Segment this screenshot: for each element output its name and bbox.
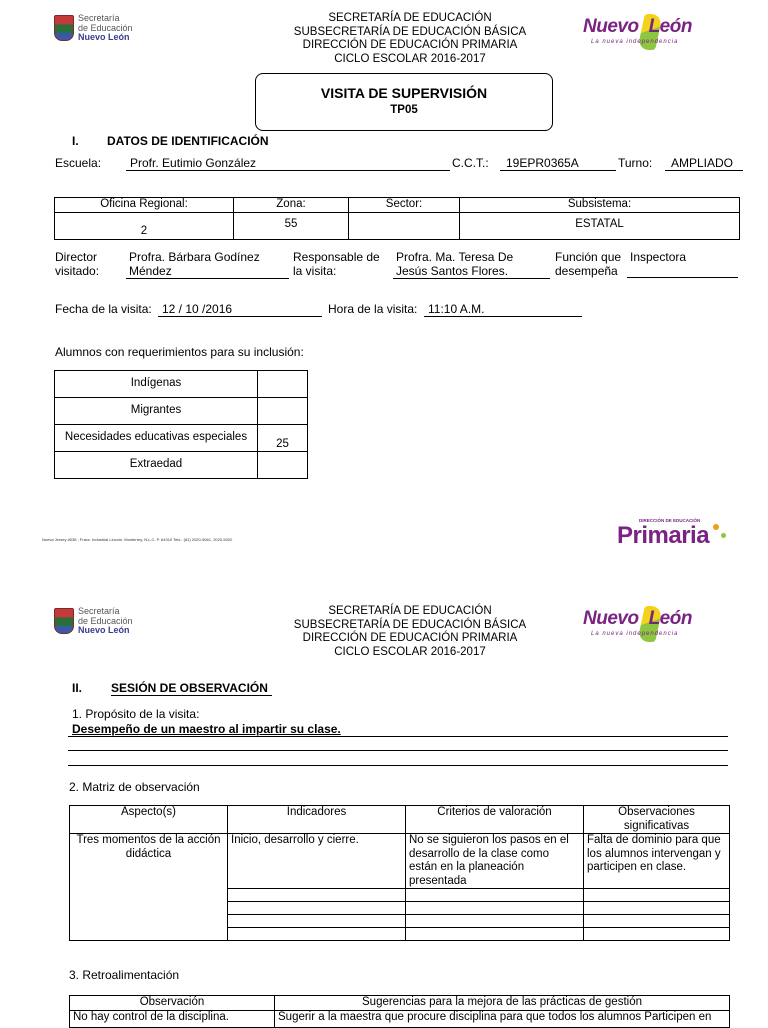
table-row [70, 996, 730, 1011]
sec-logo-line-1: Secretaría [78, 606, 120, 616]
nl-logo-word-2: León [648, 608, 692, 629]
alumnos-table [54, 370, 308, 479]
section-2-number: II. [72, 681, 83, 695]
matriz-header-observaciones: Observaciones significativas [584, 806, 730, 834]
secretaria-logo [54, 14, 133, 43]
alumnos-label-nee: Necesidades educativas especiales [55, 425, 258, 452]
secretaria-logo-2 [54, 607, 133, 636]
nl-logo-word-1: Nuevo [583, 608, 639, 629]
proposito-value[interactable]: Desempeño de un maestro al impartir su clase. [72, 722, 341, 736]
responsable-field[interactable] [393, 250, 550, 279]
matriz-observaciones-cell[interactable]: Falta de dominio para que los alumnos intervengan y participen en clase. [584, 834, 730, 889]
matriz-empty-cell[interactable] [406, 902, 584, 915]
director-label [55, 250, 99, 278]
section-1-title: DATOS DE IDENTIFICACIÓN [107, 134, 269, 148]
alumnos-value-extraedad[interactable] [258, 452, 308, 479]
sec-logo-line-3: Nuevo León [78, 32, 130, 42]
nl-logo-word-1: Nuevo [583, 16, 639, 37]
nuevo-leon-logo-2 [583, 606, 703, 652]
visit-title-box [255, 73, 553, 131]
header-text-2 [230, 605, 590, 659]
funcion-label-line-1: Función que [555, 250, 622, 264]
responsable-value-line-2: Jesús Santos Flores. [396, 264, 509, 278]
retro-observacion-cell[interactable]: No hay control de la disciplina. [70, 1010, 275, 1027]
visit-title: VISITA DE SUPERVISIÓN [320, 85, 488, 101]
table-row [55, 425, 308, 452]
region-header-oficina: Oficina Regional: [55, 198, 234, 213]
funcion-field[interactable]: Inspectora [627, 250, 738, 278]
cct-label: C.C.T.: [452, 156, 489, 170]
cct-field[interactable]: 19EPR0365A [500, 156, 616, 171]
nl-logo-word-2: León [648, 16, 692, 37]
header-line-1: SECRETARÍA DE EDUCACIÓN [328, 605, 492, 617]
region-header-zona: Zona: [234, 198, 349, 213]
hora-label: Hora de la visita: [328, 302, 418, 316]
table-row [70, 806, 730, 834]
fecha-label: Fecha de la visita: [55, 302, 152, 316]
alumnos-label: Alumnos con requerimientos para su inclusión: [55, 345, 304, 359]
retro-sugerencia-cell[interactable]: Sugerir a la maestra que procure disciplina para que todos los alumnos Participen en [275, 1010, 730, 1027]
header-line-3: DIRECCIÓN DE EDUCACIÓN PRIMARIA [302, 39, 518, 51]
state-seal-icon [54, 608, 74, 634]
responsable-label-line-2: la visita: [293, 264, 337, 278]
director-field[interactable] [126, 250, 289, 279]
state-seal-icon [54, 15, 74, 41]
matriz-table [69, 805, 730, 941]
alumnos-value-indigenas[interactable] [258, 371, 308, 398]
footer-address: Nueva Jersey #038 ; Fracc. Industrial Lincoln. Monterrey, N.L.C. P. 64310 Tels.: (81) 2020-5061, 2020-5002 [42, 537, 233, 542]
retro-header-observacion: Observación [70, 996, 275, 1011]
sec-logo-line-2: de Educación [78, 615, 133, 626]
alumnos-label-extraedad: Extraedad [55, 452, 258, 479]
header-line-4: CICLO ESCOLAR 2016-2017 [334, 52, 486, 65]
primaria-dot-icon [721, 533, 726, 538]
alumnos-value-nee[interactable]: 25 [258, 425, 308, 452]
table-row [55, 452, 308, 479]
section-1-number: I. [72, 134, 79, 148]
responsable-label [293, 250, 380, 278]
matriz-empty-cell[interactable] [228, 928, 406, 941]
director-value-line-1: Profra. Bárbara Godínez [129, 250, 260, 264]
section-2-title: SESIÓN DE OBSERVACIÓN [111, 681, 272, 696]
matriz-aspecto-cell[interactable]: Tres momentos de la acción didáctica [70, 834, 228, 941]
matriz-header-indicadores: Indicadores [228, 806, 406, 834]
sec-logo-line-1: Secretaría [78, 13, 120, 23]
turno-label: Turno: [618, 156, 653, 170]
director-value-line-2: Méndez [129, 264, 172, 278]
escuela-field[interactable]: Profr. Eutimio González [126, 156, 450, 171]
alumnos-label-indigenas: Indígenas [55, 371, 258, 398]
matriz-label: 2. Matriz de observación [69, 780, 200, 794]
matriz-empty-cell[interactable] [406, 928, 584, 941]
matriz-empty-cell[interactable] [584, 915, 730, 928]
table-row [55, 398, 308, 425]
matriz-header-aspecto: Aspecto(s) [70, 806, 228, 834]
matriz-empty-cell[interactable] [406, 915, 584, 928]
retro-header-sugerencias: Sugerencias para la mejora de las prácticas de gestión [275, 996, 730, 1011]
region-header-sector: Sector: [349, 198, 460, 213]
table-row [70, 1010, 730, 1027]
retro-label: 3. Retroalimentación [69, 968, 180, 982]
primaria-logo-text: Primaria [617, 522, 710, 549]
hora-field[interactable]: 11:10 A.M. [424, 302, 582, 317]
region-value-zona[interactable]: 55 [234, 212, 349, 239]
matriz-empty-cell[interactable] [584, 902, 730, 915]
nuevo-leon-logo [583, 14, 703, 60]
region-table [54, 197, 740, 240]
proposito-line-3 [68, 765, 728, 766]
matriz-empty-cell[interactable] [584, 928, 730, 941]
primaria-star-icon [713, 524, 719, 530]
region-value-oficina[interactable]: 2 [55, 212, 234, 239]
visit-code: TP05 [390, 104, 418, 116]
alumnos-label-migrantes: Migrantes [55, 398, 258, 425]
responsable-value-line-1: Profra. Ma. Teresa De [396, 250, 514, 264]
matriz-empty-cell[interactable] [228, 902, 406, 915]
matriz-empty-cell[interactable] [228, 889, 406, 902]
retro-table [69, 995, 730, 1028]
matriz-empty-cell[interactable] [584, 889, 730, 902]
primaria-logo [617, 518, 735, 552]
primaria-logo-small: DIRECCIÓN DE EDUCACIÓN [639, 518, 701, 523]
fecha-field[interactable]: 12 / 10 /2016 [158, 302, 322, 317]
responsable-label-line-1: Responsable de [293, 250, 380, 264]
header-line-2: SUBSECRETARÍA DE EDUCACIÓN BÁSICA [293, 25, 527, 38]
funcion-label-line-2: desempeña [555, 264, 618, 278]
alumnos-value-migrantes[interactable] [258, 398, 308, 425]
proposito-line-2 [68, 750, 728, 751]
turno-field[interactable]: AMPLIADO [665, 156, 743, 171]
matriz-criterios-cell[interactable]: No se siguieron los pasos en el desarrollo de la clase como están en la planeación presentada [406, 834, 584, 889]
director-label-line-1: Director [55, 250, 98, 264]
header-line-2: SUBSECRETARÍA DE EDUCACIÓN BÁSICA [293, 618, 527, 631]
funcion-label [555, 250, 621, 278]
region-value-subsistema[interactable]: ESTATAL [460, 212, 740, 239]
header-line-1: SECRETARÍA DE EDUCACIÓN [328, 12, 492, 24]
matriz-empty-cell[interactable] [228, 915, 406, 928]
table-row [70, 834, 730, 889]
header-text [230, 12, 590, 66]
proposito-label: 1. Propósito de la visita: [72, 707, 200, 721]
matriz-empty-cell[interactable] [406, 889, 584, 902]
nl-logo-tagline: La nueva independencia [591, 631, 679, 637]
region-header-subsistema: Subsistema: [460, 198, 740, 213]
sec-logo-line-2: de Educación [78, 22, 133, 33]
table-row [55, 371, 308, 398]
nl-logo-tagline: La nueva independencia [591, 39, 679, 45]
header-line-4: CICLO ESCOLAR 2016-2017 [334, 645, 486, 658]
matriz-header-criterios: Criterios de valoración [406, 806, 584, 834]
header-line-3: DIRECCIÓN DE EDUCACIÓN PRIMARIA [302, 632, 518, 644]
sec-logo-line-3: Nuevo León [78, 625, 130, 635]
escuela-label: Escuela: [55, 156, 102, 170]
proposito-line-1 [68, 736, 728, 737]
region-value-sector[interactable] [349, 212, 460, 239]
director-label-line-2: visitado: [55, 264, 100, 278]
matriz-indicadores-cell[interactable]: Inicio, desarrollo y cierre. [228, 834, 406, 889]
